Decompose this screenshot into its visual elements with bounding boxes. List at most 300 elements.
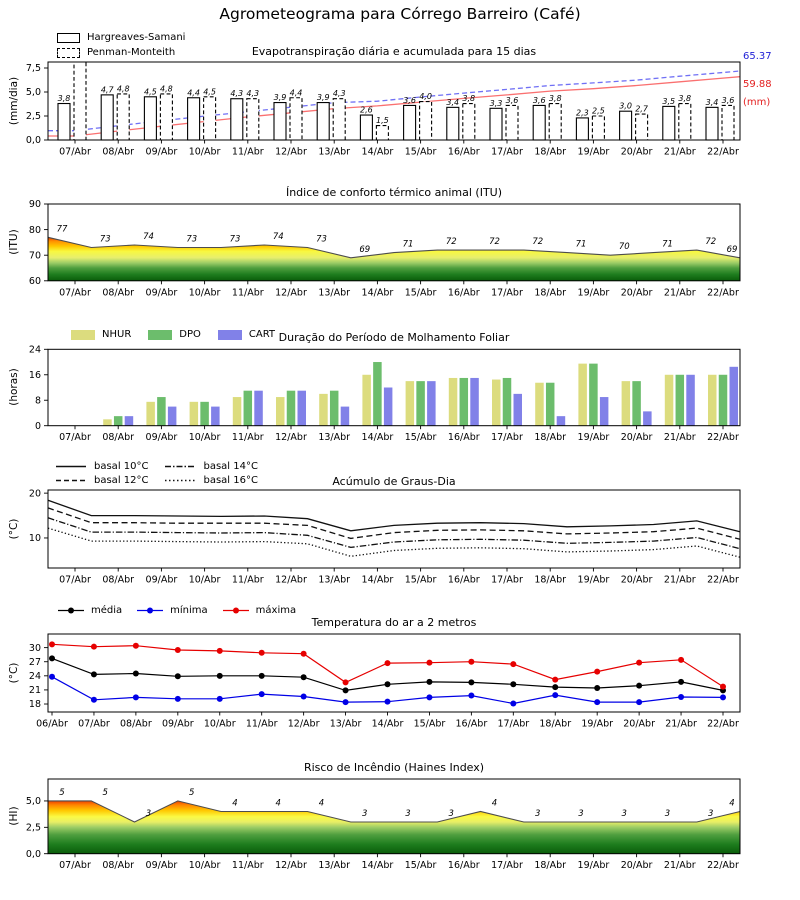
x-tick-label: 16/Abr <box>447 146 480 158</box>
temperature-marker <box>175 647 181 653</box>
x-tick-label: 15/Abr <box>404 287 437 299</box>
evapotranspiration-legend <box>57 32 185 58</box>
value-label: 73 <box>99 234 111 245</box>
x-tick-label: 10/Abr <box>188 860 221 872</box>
x-tick-label: 12/Abr <box>275 146 307 158</box>
x-tick-label: 17/Abr <box>491 287 523 299</box>
bar-value-label: 4,3 <box>230 89 244 99</box>
x-tick-label: 13/Abr <box>318 432 351 444</box>
solid-bar-icon <box>57 33 80 43</box>
temperature-marker <box>385 660 391 666</box>
temperature-marker <box>552 677 558 683</box>
temperature-marker <box>133 694 139 700</box>
et-bar <box>420 102 432 140</box>
wetness-bar-cart <box>643 411 652 425</box>
x-tick-label: 07/Abr <box>59 574 91 586</box>
x-tick-label: 13/Abr <box>318 287 351 299</box>
y-tick-label: 0,0 <box>25 135 41 147</box>
y-tick-label: 2,5 <box>25 111 41 123</box>
dashed-bar-icon <box>57 48 80 58</box>
x-tick-label: 11/Abr <box>231 574 264 586</box>
et-bar <box>160 94 172 140</box>
wetness-bar-dpo <box>157 397 166 426</box>
x-tick-label: 21/Abr <box>665 718 697 730</box>
y-tick-label: 16 <box>28 369 41 381</box>
wetness-bar-dpo <box>503 378 512 426</box>
temperature-marker <box>510 661 516 667</box>
legend-item-penman <box>57 47 175 58</box>
wetness-bar-nhur <box>492 380 501 426</box>
wetness-bar-dpo <box>719 375 728 426</box>
bar-value-label: 3,4 <box>705 97 719 107</box>
bar-value-label: 4,0 <box>419 92 432 102</box>
wetness-bar-cart <box>730 367 739 426</box>
bar-value-label: 4,8 <box>160 84 173 94</box>
bar-value-label: 4,7 <box>100 85 114 95</box>
temperature-marker <box>175 673 181 679</box>
cumulative-hs-total: 59.88 <box>743 79 772 90</box>
x-tick-label: 20/Abr <box>620 432 653 444</box>
et-bar <box>317 103 329 140</box>
value-label: 73 <box>316 234 327 245</box>
et-bar <box>117 94 129 140</box>
panel-1-title: Evapotranspiração diária e acumulada para 15 dias <box>251 45 537 58</box>
x-tick-label: 10/Abr <box>188 574 221 586</box>
bar-value-label: 3,8 <box>548 94 562 104</box>
x-tick-label: 20/Abr <box>620 860 653 872</box>
panel-6-ylabel: (HI) <box>8 806 20 826</box>
temperature-marker <box>552 692 558 698</box>
wetness-bar-nhur <box>233 397 242 426</box>
wetness-bar-cart <box>341 407 350 426</box>
x-tick-label: 18/Abr <box>534 860 567 872</box>
wetness-bar-dpo <box>546 383 555 426</box>
panel-2-ylabel: (ITU) <box>8 229 20 255</box>
x-tick-label: 21/Abr <box>663 287 696 299</box>
legend-item-maxima <box>223 605 296 616</box>
wetness-bar-cart <box>125 416 134 426</box>
x-tick-label: 18/Abr <box>534 574 567 586</box>
x-tick-label: 10/Abr <box>203 718 236 730</box>
wetness-bar-dpo <box>589 364 598 426</box>
panel-2-title: Índice de conforto térmico animal (ITU) <box>285 186 503 199</box>
x-tick-label: 14/Abr <box>361 146 394 158</box>
temperature-marker <box>426 660 432 666</box>
media-marker-icon <box>58 606 84 615</box>
bar-value-label: 1,5 <box>376 116 389 126</box>
x-tick-label: 10/Abr <box>188 146 221 158</box>
x-tick-label: 10/Abr <box>188 432 221 444</box>
temperature-marker <box>594 669 600 675</box>
value-label: 3 <box>578 809 584 820</box>
x-tick-label: 13/Abr <box>318 146 351 158</box>
bar-value-label: 3,5 <box>662 96 676 106</box>
temperature-marker <box>133 643 139 649</box>
wetness-bar-cart <box>557 416 566 426</box>
panel-1-ylabel: (mm/dia) <box>8 76 20 126</box>
value-label: 74 <box>272 231 284 242</box>
y-tick-label: 60 <box>28 276 41 287</box>
legend-item-nhur <box>71 329 131 340</box>
x-tick-label: 07/Abr <box>59 146 91 158</box>
bar-value-label: 4,5 <box>203 87 216 97</box>
x-tick-label: 11/Abr <box>231 287 264 299</box>
legend-item-minima <box>137 605 208 616</box>
temperature-marker <box>259 673 265 679</box>
temperature-marker <box>343 679 349 685</box>
temperature-marker <box>91 644 97 650</box>
dashed-line-icon <box>55 477 87 484</box>
value-label: 72 <box>532 237 544 248</box>
x-tick-label: 08/Abr <box>102 860 135 872</box>
nhur-swatch-icon <box>71 330 95 340</box>
temperature-marker <box>510 681 516 687</box>
wetness-bar-dpo <box>114 416 123 426</box>
x-tick-label: 09/Abr <box>145 287 178 299</box>
x-tick-label: 16/Abr <box>447 287 480 299</box>
wetness-bar-nhur <box>406 381 415 426</box>
x-tick-label: 08/Abr <box>102 574 135 586</box>
x-tick-label: 22/Abr <box>707 287 739 299</box>
bar-value-label: 3,0 <box>619 101 632 111</box>
temperature-marker <box>468 659 474 665</box>
x-tick-label: 08/Abr <box>102 146 135 158</box>
x-tick-label: 12/Abr <box>287 718 320 730</box>
y-tick-label: 0 <box>34 420 41 432</box>
et-bar <box>144 97 156 140</box>
panel-5-ylabel: (°C) <box>8 662 20 684</box>
y-tick-label: 0,0 <box>25 848 41 860</box>
x-tick-label: 14/Abr <box>361 287 394 299</box>
x-tick-label: 07/Abr <box>78 718 110 730</box>
wetness-bar-cart <box>168 407 177 426</box>
value-label: 5 <box>59 787 65 798</box>
panel-3-ylabel: (horas) <box>8 368 20 406</box>
temperature-marker <box>49 641 55 647</box>
x-tick-label: 17/Abr <box>491 574 523 586</box>
wetness-bar-cart <box>514 394 523 426</box>
value-label: 4 <box>275 798 281 809</box>
temperature-marker <box>91 671 97 677</box>
temperature-marker <box>636 699 642 705</box>
degree-days-legend <box>55 459 258 487</box>
temperature-marker <box>720 694 726 700</box>
value-label: 3 <box>362 809 368 820</box>
x-tick-label: 12/Abr <box>275 432 307 444</box>
temperature-marker <box>636 683 642 689</box>
value-label: 3 <box>621 809 627 820</box>
et-bar <box>360 115 372 140</box>
x-tick-label: 07/Abr <box>59 432 91 444</box>
y-tick-label: 2,5 <box>25 822 41 834</box>
y-tick-label: 90 <box>28 199 41 211</box>
y-tick-label: 21 <box>28 685 41 697</box>
value-label: 4 <box>318 798 325 809</box>
legend-item-basal12 <box>55 473 148 487</box>
legend-label: média <box>91 605 123 616</box>
legend-label: basal 10°C <box>94 460 149 472</box>
y-tick-label: 20 <box>28 488 41 500</box>
x-tick-label: 09/Abr <box>145 146 178 158</box>
wetness-bar-dpo <box>200 402 209 426</box>
y-tick-label: 30 <box>28 642 41 654</box>
bar-value-label: 3,8 <box>57 94 71 104</box>
plot-frame <box>48 634 740 712</box>
wetness-bar-dpo <box>287 391 296 426</box>
x-tick-label: 12/Abr <box>275 860 307 872</box>
wetness-bar-dpo <box>244 391 253 426</box>
legend-item-hargreaves <box>57 32 185 43</box>
temperature-marker <box>468 693 474 699</box>
x-tick-label: 17/Abr <box>497 718 530 730</box>
wetness-bar-cart <box>427 381 436 426</box>
x-tick-label: 19/Abr <box>581 718 614 730</box>
x-tick-label: 14/Abr <box>361 574 394 586</box>
wetness-bar-dpo <box>416 381 425 426</box>
value-label: 3 <box>535 809 541 820</box>
et-bar <box>549 104 561 140</box>
y-tick-label: 5,0 <box>25 87 41 99</box>
value-label: 5 <box>189 787 195 798</box>
x-tick-label: 17/Abr <box>491 860 523 872</box>
x-tick-label: 09/Abr <box>145 860 178 872</box>
bar-value-label: 4,5 <box>144 87 157 97</box>
y-tick-label: 24 <box>28 671 41 683</box>
value-label: 72 <box>705 237 717 248</box>
x-tick-label: 19/Abr <box>577 146 610 158</box>
bar-value-label: 2,7 <box>635 104 648 114</box>
degree-day-line <box>48 500 740 531</box>
x-tick-label: 13/Abr <box>329 718 362 730</box>
x-tick-label: 07/Abr <box>59 287 91 299</box>
legend-label: basal 16°C <box>203 474 258 486</box>
temperature-marker <box>175 696 181 702</box>
wetness-bar-cart <box>384 388 393 426</box>
x-tick-label: 08/Abr <box>102 287 135 299</box>
x-tick-label: 19/Abr <box>577 287 610 299</box>
y-tick-label: 24 <box>28 344 41 356</box>
bar-value-label: 2,5 <box>592 106 605 116</box>
wetness-bar-nhur <box>578 364 587 426</box>
value-label: 73 <box>186 234 198 245</box>
dotted-line-icon <box>164 477 196 484</box>
et-bar <box>620 111 632 140</box>
wetness-bar-nhur <box>103 419 112 425</box>
degree-day-line <box>48 508 740 539</box>
value-label: 3 <box>145 809 152 820</box>
value-label: 3 <box>664 809 671 820</box>
y-tick-label: 7,5 <box>25 63 41 75</box>
x-tick-label: 22/Abr <box>707 860 739 872</box>
x-tick-label: 21/Abr <box>663 146 696 158</box>
wetness-bar-nhur <box>319 394 328 426</box>
y-tick-label: 27 <box>28 656 41 668</box>
temperature-marker <box>594 685 600 691</box>
bar-value-label: 2,3 <box>576 108 589 118</box>
maxima-marker-icon <box>223 606 249 615</box>
legend-item-dpo <box>148 329 201 340</box>
legend-label: Hargreaves-Samani <box>87 32 186 43</box>
area-fill <box>48 801 740 854</box>
et-bar <box>333 99 345 140</box>
legend-label: Penman-Monteith <box>87 47 176 58</box>
wetness-bar-nhur <box>535 383 544 426</box>
x-tick-label: 15/Abr <box>404 860 437 872</box>
y-tick-label: 18 <box>28 699 41 711</box>
legend-item-cart <box>218 329 275 340</box>
x-tick-label: 09/Abr <box>161 718 194 730</box>
wetness-bar-cart <box>470 378 479 426</box>
wetness-bar-cart <box>600 397 609 426</box>
cart-swatch-icon <box>218 330 242 340</box>
bar-value-label: 4,4 <box>289 88 303 98</box>
temperature-marker <box>301 651 307 657</box>
plot-frame <box>48 490 740 568</box>
x-tick-label: 14/Abr <box>361 432 394 444</box>
et-bar <box>636 114 648 140</box>
bar-value-label: 2,6 <box>360 105 373 115</box>
x-tick-label: 15/Abr <box>413 718 446 730</box>
wetness-bar-cart <box>254 391 262 426</box>
x-tick-label: 19/Abr <box>577 574 610 586</box>
et-bar <box>463 104 475 140</box>
et-bar <box>376 126 388 140</box>
x-tick-label: 21/Abr <box>663 860 696 872</box>
y-tick-label: 8 <box>34 395 41 407</box>
et-bar <box>679 104 691 140</box>
x-tick-label: 16/Abr <box>447 574 480 586</box>
et-bar <box>101 95 113 140</box>
x-tick-label: 14/Abr <box>371 718 404 730</box>
bar-value-label: 4,3 <box>332 89 346 99</box>
wetness-bar-cart <box>298 391 307 426</box>
x-tick-label: 06/Abr <box>36 718 68 730</box>
et-bar <box>58 104 70 140</box>
bar-value-label: 3,9 <box>316 93 330 103</box>
x-tick-label: 08/Abr <box>102 432 135 444</box>
y-tick-label: 70 <box>28 250 41 262</box>
solid-line-icon <box>55 463 87 470</box>
dpo-swatch-icon <box>148 330 172 340</box>
panel-3-title: Duração do Período de Molhamento Foliar <box>278 331 510 344</box>
temperature-marker <box>133 670 139 676</box>
legend-label: mínima <box>170 605 208 616</box>
temperature-marker <box>91 697 97 703</box>
x-tick-label: 16/Abr <box>447 432 480 444</box>
wetness-bar-dpo <box>460 378 469 426</box>
legend-label: DPO <box>179 329 201 340</box>
x-tick-label: 17/Abr <box>491 432 523 444</box>
x-tick-label: 15/Abr <box>404 432 437 444</box>
temperature-marker <box>49 674 55 680</box>
et-bar <box>592 116 604 140</box>
x-tick-label: 14/Abr <box>361 860 394 872</box>
temperature-marker <box>301 674 307 680</box>
temperature-marker <box>385 699 391 705</box>
value-label: 5 <box>102 787 108 798</box>
panel-6-title: Risco de Incêndio (Haines Index) <box>303 761 485 774</box>
panel-5-title: Temperatura do ar a 2 metros <box>311 616 477 629</box>
x-tick-label: 19/Abr <box>577 860 610 872</box>
temperature-marker <box>426 694 432 700</box>
value-label: 3 <box>448 809 454 820</box>
x-tick-label: 22/Abr <box>707 718 739 730</box>
dashdot-line-icon <box>164 463 196 470</box>
x-tick-label: 13/Abr <box>318 860 351 872</box>
et-bar <box>74 62 86 140</box>
wetness-bar-nhur <box>449 378 458 426</box>
x-tick-label: 15/Abr <box>404 574 437 586</box>
et-bar <box>722 105 734 140</box>
bar-value-label: 3,3 <box>489 98 503 108</box>
temperature-marker <box>259 650 265 656</box>
et-bar <box>447 107 459 140</box>
x-tick-label: 18/Abr <box>534 287 567 299</box>
et-bar <box>290 98 302 140</box>
x-tick-label: 18/Abr <box>534 146 567 158</box>
temperature-marker <box>510 701 516 707</box>
temperature-marker <box>343 699 349 705</box>
x-tick-label: 20/Abr <box>620 574 653 586</box>
x-tick-label: 15/Abr <box>404 146 437 158</box>
x-tick-label: 16/Abr <box>455 718 488 730</box>
x-tick-label: 21/Abr <box>663 574 696 586</box>
legend-label: CART <box>248 329 276 340</box>
x-tick-label: 11/Abr <box>231 860 264 872</box>
legend-label: basal 14°C <box>203 460 258 472</box>
legend-label: máxima <box>255 605 297 616</box>
wetness-bar-nhur <box>665 375 674 426</box>
value-label: 71 <box>402 239 414 250</box>
bar-value-label: 3,6 <box>721 95 735 105</box>
x-tick-label: 11/Abr <box>245 718 278 730</box>
bar-value-label: 3,6 <box>532 95 546 105</box>
cumulative-unit: (mm) <box>743 97 771 108</box>
wetness-bar-nhur <box>190 402 199 426</box>
legend-item-media <box>58 605 122 616</box>
value-label: 4 <box>232 798 238 809</box>
temperature-marker <box>49 655 55 661</box>
x-tick-label: 11/Abr <box>231 146 264 158</box>
x-tick-label: 07/Abr <box>59 860 91 872</box>
value-label: 71 <box>662 239 673 250</box>
temperature-marker <box>217 648 223 654</box>
et-bar <box>506 105 518 140</box>
bar-value-label: 4,3 <box>246 89 260 99</box>
bar-value-label: 4,8 <box>116 84 130 94</box>
x-tick-label: 12/Abr <box>275 287 307 299</box>
value-label: 72 <box>445 237 457 248</box>
x-tick-label: 09/Abr <box>145 574 178 586</box>
temperature-marker <box>636 660 642 666</box>
et-bar <box>204 97 216 140</box>
temperature-marker <box>594 699 600 705</box>
bar-value-label: 4,4 <box>187 88 200 98</box>
x-tick-label: 22/Abr <box>707 146 739 158</box>
x-tick-label: 12/Abr <box>275 574 307 586</box>
temperature-marker <box>217 673 223 679</box>
cumulative-pm-total: 65.37 <box>743 51 772 62</box>
temperature-marker <box>259 691 265 697</box>
minima-marker-icon <box>137 606 163 615</box>
et-bar <box>247 99 259 140</box>
wetness-bar-dpo <box>330 391 339 426</box>
et-bar <box>663 106 675 140</box>
legend-item-basal16 <box>164 473 257 487</box>
temperature-marker <box>217 696 223 702</box>
legend-item-basal14 <box>164 459 257 473</box>
temperature-marker <box>343 687 349 693</box>
